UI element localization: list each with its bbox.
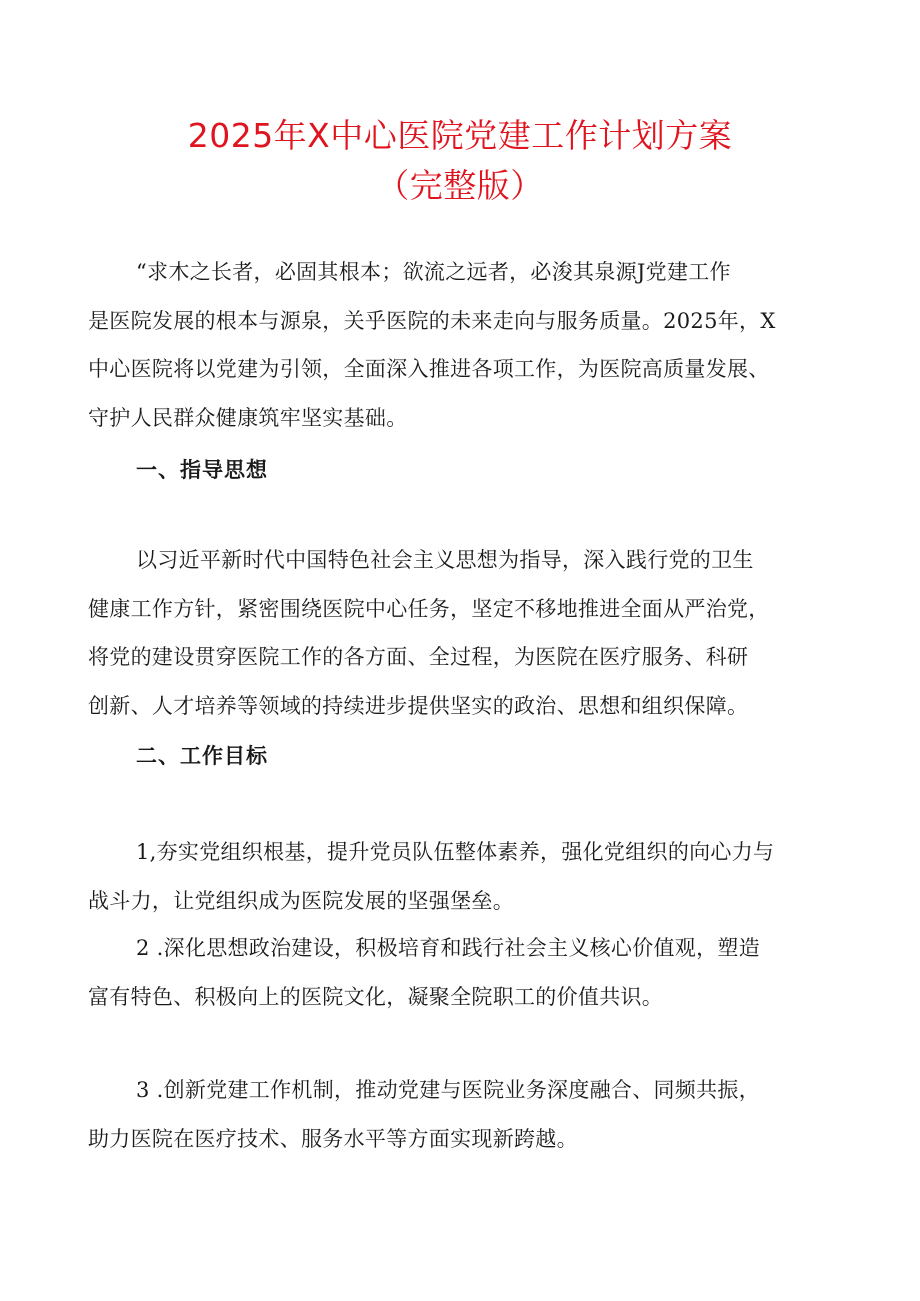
text-line: 创新、人才培养等领域的持续进步提供坚实的政治、思想和组织保障。: [88, 693, 749, 718]
text-line: “求木之长者，必固其根本；欲流之远者，必浚其泉源J党建工作: [136, 260, 731, 284]
text-line: 战斗力，让党组织成为医院发展的坚强堡垒。: [88, 888, 514, 913]
text-line: 中心医院将以党建为引领，全面深入推进各项工作，为医院高质量发展、: [88, 357, 770, 381]
text-line: 将党的建设贯穿医院工作的各方面、全过程，为医院在医疗服务、科研: [88, 645, 749, 669]
goal-3-paragraph: [88, 1066, 830, 1163]
text-line: 以习近平新时代中国特色社会主义思想为指导，深入践行党的卫生: [136, 548, 754, 572]
text-line: 助力医院在医疗技术、服务水平等方面实现新跨越。: [88, 1126, 578, 1151]
text-line: 1,夯实党组织根基，提升党员队伍整体素养，强化党组织的向心力与: [136, 840, 775, 864]
document-title: 2025年X中心医院党建工作计划方案: [187, 116, 733, 155]
text-line: 是医院发展的根本与源泉，关乎医院的未来走向与服务质量。2025年，X: [88, 308, 776, 333]
intro-paragraph: [88, 248, 830, 442]
text-line: 3 .创新党建工作机制，推动党建与医院业务深度融合、同频共振，: [136, 1078, 761, 1102]
text-line: 守护人民群众健康筑牢坚实基础。: [88, 405, 408, 430]
goal-2-paragraph: [88, 924, 830, 1021]
text-line: 健康工作方针，紧密围绕医院中心任务，坚定不移地推进全面从严治党，: [88, 596, 770, 621]
section-heading-guiding-ideology: 一、指导思想: [136, 458, 268, 482]
text-line: 富有特色、积极向上的医院文化，凝聚全院职工的价值共识。: [88, 984, 664, 1009]
section-heading-work-goals: 二、工作目标: [136, 744, 268, 768]
goal-1-paragraph: [88, 828, 830, 925]
text-line: 2 .深化思想政治建设，积极培育和践行社会主义核心价值观，塑造: [136, 936, 761, 960]
guiding-ideology-paragraph: [88, 536, 830, 730]
document-subtitle: （完整版）: [376, 166, 544, 205]
